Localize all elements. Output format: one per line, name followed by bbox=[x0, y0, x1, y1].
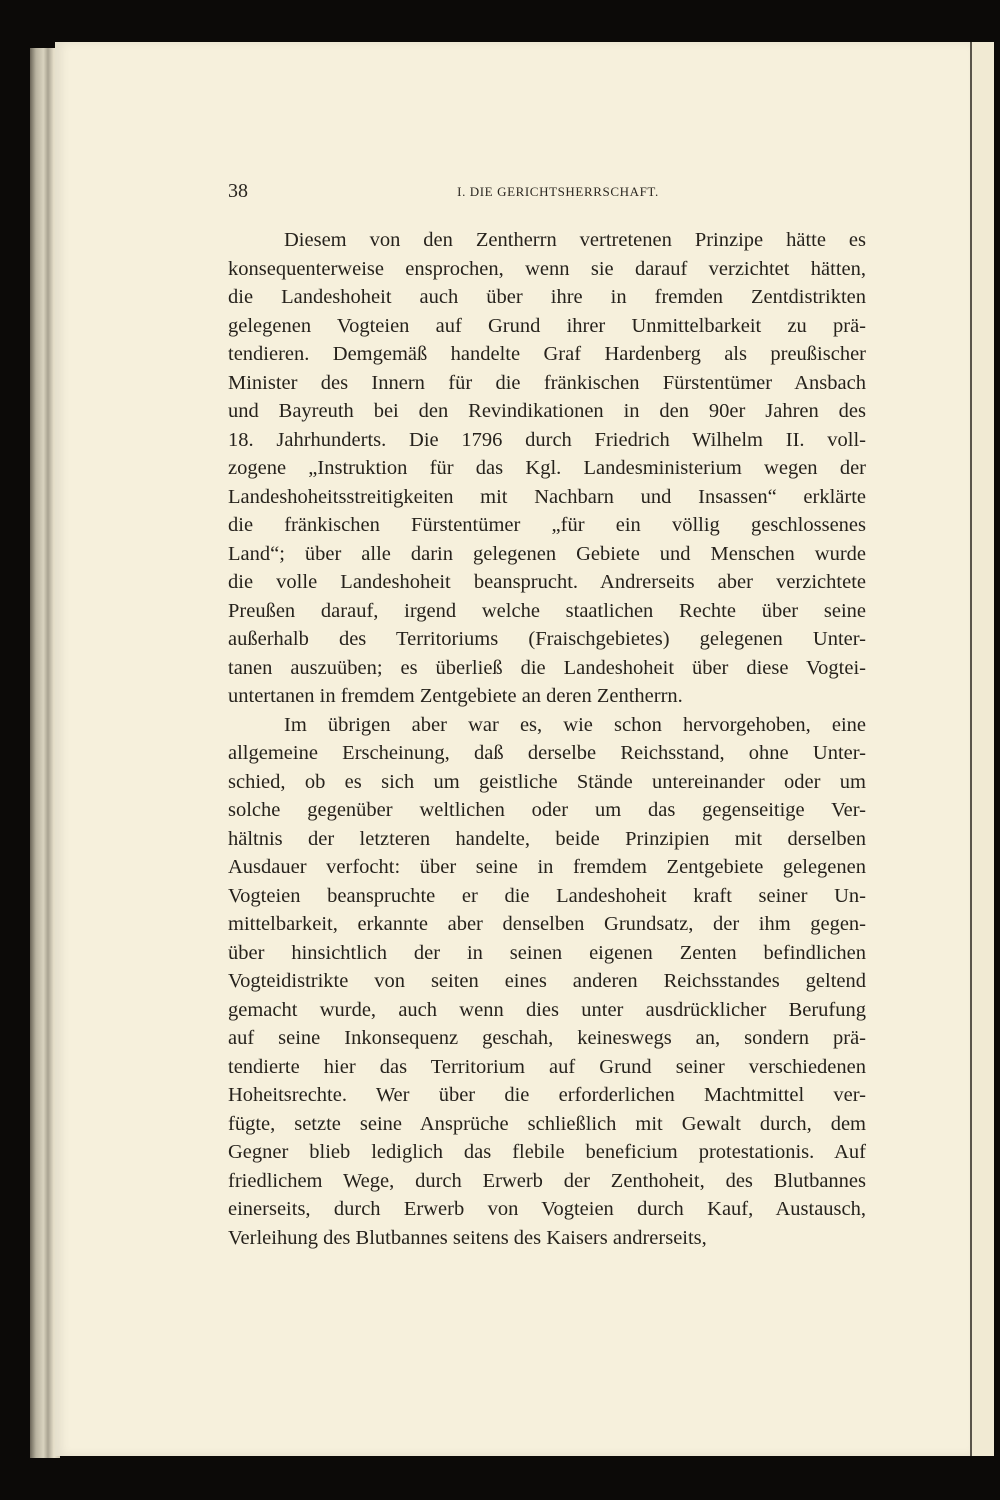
text-line: gelegenen Vogteien auf Grund ihrer Unmittelbarkeit zu prä- bbox=[228, 314, 866, 337]
text-line: mittelbarkeit, erkannte aber denselben Grundsatz, der ihm gegen- bbox=[228, 913, 866, 935]
text-line: tanen auszuüben; es überließ die Landeshoheit über diese Vogtei- bbox=[228, 656, 866, 679]
text-line: über hinsichtlich der in seinen eigenen Zenten befindlichen bbox=[228, 941, 866, 964]
text-line: Vogteidistrikte von seiten eines anderen Reichsstandes geltend bbox=[228, 970, 866, 992]
text-line: Minister des Innern für die fränkischen Fürstentümer Ansbach bbox=[228, 371, 866, 394]
text-line: Landeshoheitsstreitigkeiten mit Nachbarn und Insassen“ erklärte bbox=[228, 485, 866, 508]
text-line: Ausdauer verfocht: über seine in fremdem Zentgebiete gelegenen bbox=[228, 856, 866, 878]
text-line: Preußen darauf, irgend welche staatlichen Rechte über seine bbox=[228, 599, 866, 622]
text-line: Vogteien beanspruchte er die Landeshoheit kraft seiner Un- bbox=[228, 884, 866, 907]
text-line: die volle Landeshoheit beansprucht. Andrerseits aber verzichtete bbox=[228, 571, 866, 593]
text-line: Hoheitsrechte. Wer über die erforderlichen Machtmittel ver- bbox=[228, 1084, 866, 1106]
running-title: I. DIE GERICHTSHERRSCHAFT. bbox=[457, 184, 659, 199]
text-line: untertanen in fremdem Zentgebiete an deren Zentherrn. bbox=[228, 685, 683, 707]
text-line: 18. Jahrhunderts. Die 1796 durch Friedrich Wilhelm II. voll- bbox=[228, 428, 866, 451]
text-line: allgemeine Erscheinung, daß derselbe Reichsstand, ohne Unter- bbox=[228, 742, 866, 764]
text-line: auf seine Inkonsequenz geschah, keineswegs an, sondern prä- bbox=[228, 1027, 866, 1049]
text-line: schied, ob es sich um geistliche Stände untereinander oder um bbox=[228, 770, 866, 793]
text-line: tendieren. Demgemäß handelte Graf Hardenberg als preußischer bbox=[228, 343, 866, 365]
text-line: die Landeshoheit auch über ihre in fremden Zentdistrikten bbox=[228, 286, 866, 308]
text-line: gemacht wurde, auch wenn dies unter ausdrücklicher Berufung bbox=[228, 998, 866, 1021]
text-line: Diesem von den Zentherrn vertretenen Prinzipe hätte es bbox=[284, 229, 866, 251]
text-line: konsequenterweise ensprochen, wenn sie darauf verzichtet hätten, bbox=[228, 257, 866, 280]
text-line: tendierte hier das Territorium auf Grund seiner verschiedenen bbox=[228, 1055, 866, 1078]
text-line: außerhalb des Territoriums (Fraischgebietes) gelegenen Unter- bbox=[228, 628, 866, 650]
page-header bbox=[228, 180, 868, 204]
text-line: die fränkischen Fürstentümer „für ein völlig geschlossenes bbox=[228, 514, 866, 536]
text-line: Gegner blieb lediglich das flebile beneficium protestationis. Auf bbox=[228, 1141, 866, 1163]
text-line: einerseits, durch Erwerb von Vogteien durch Kauf, Austausch, bbox=[228, 1198, 866, 1220]
text-line: zogene „Instruktion für das Kgl. Landesministerium wegen der bbox=[228, 457, 866, 479]
facing-page-edge bbox=[970, 42, 994, 1456]
page-number: 38 bbox=[228, 180, 248, 202]
text-line: solche gegenüber weltlichen oder um das gegenseitige Ver- bbox=[228, 799, 866, 821]
body-text bbox=[228, 226, 866, 1252]
text-line: fügte, setzte seine Ansprüche schließlich mit Gewalt durch, dem bbox=[228, 1112, 866, 1135]
text-line: Land“; über alle darin gelegenen Gebiete und Menschen wurde bbox=[228, 542, 866, 565]
text-line: hältnis der letzteren handelte, beide Prinzipien mit derselben bbox=[228, 827, 866, 850]
text-line: Im übrigen aber war es, wie schon hervorgehoben, eine bbox=[284, 713, 866, 736]
text-line: und Bayreuth bei den Revindikationen in den 90er Jahren des bbox=[228, 400, 866, 422]
text-line: friedlichem Wege, durch Erwerb der Zenthoheit, des Blutbannes bbox=[228, 1169, 866, 1192]
text-line: Verleihung des Blutbannes seitens des Kaisers andrerseits, bbox=[228, 1226, 707, 1249]
